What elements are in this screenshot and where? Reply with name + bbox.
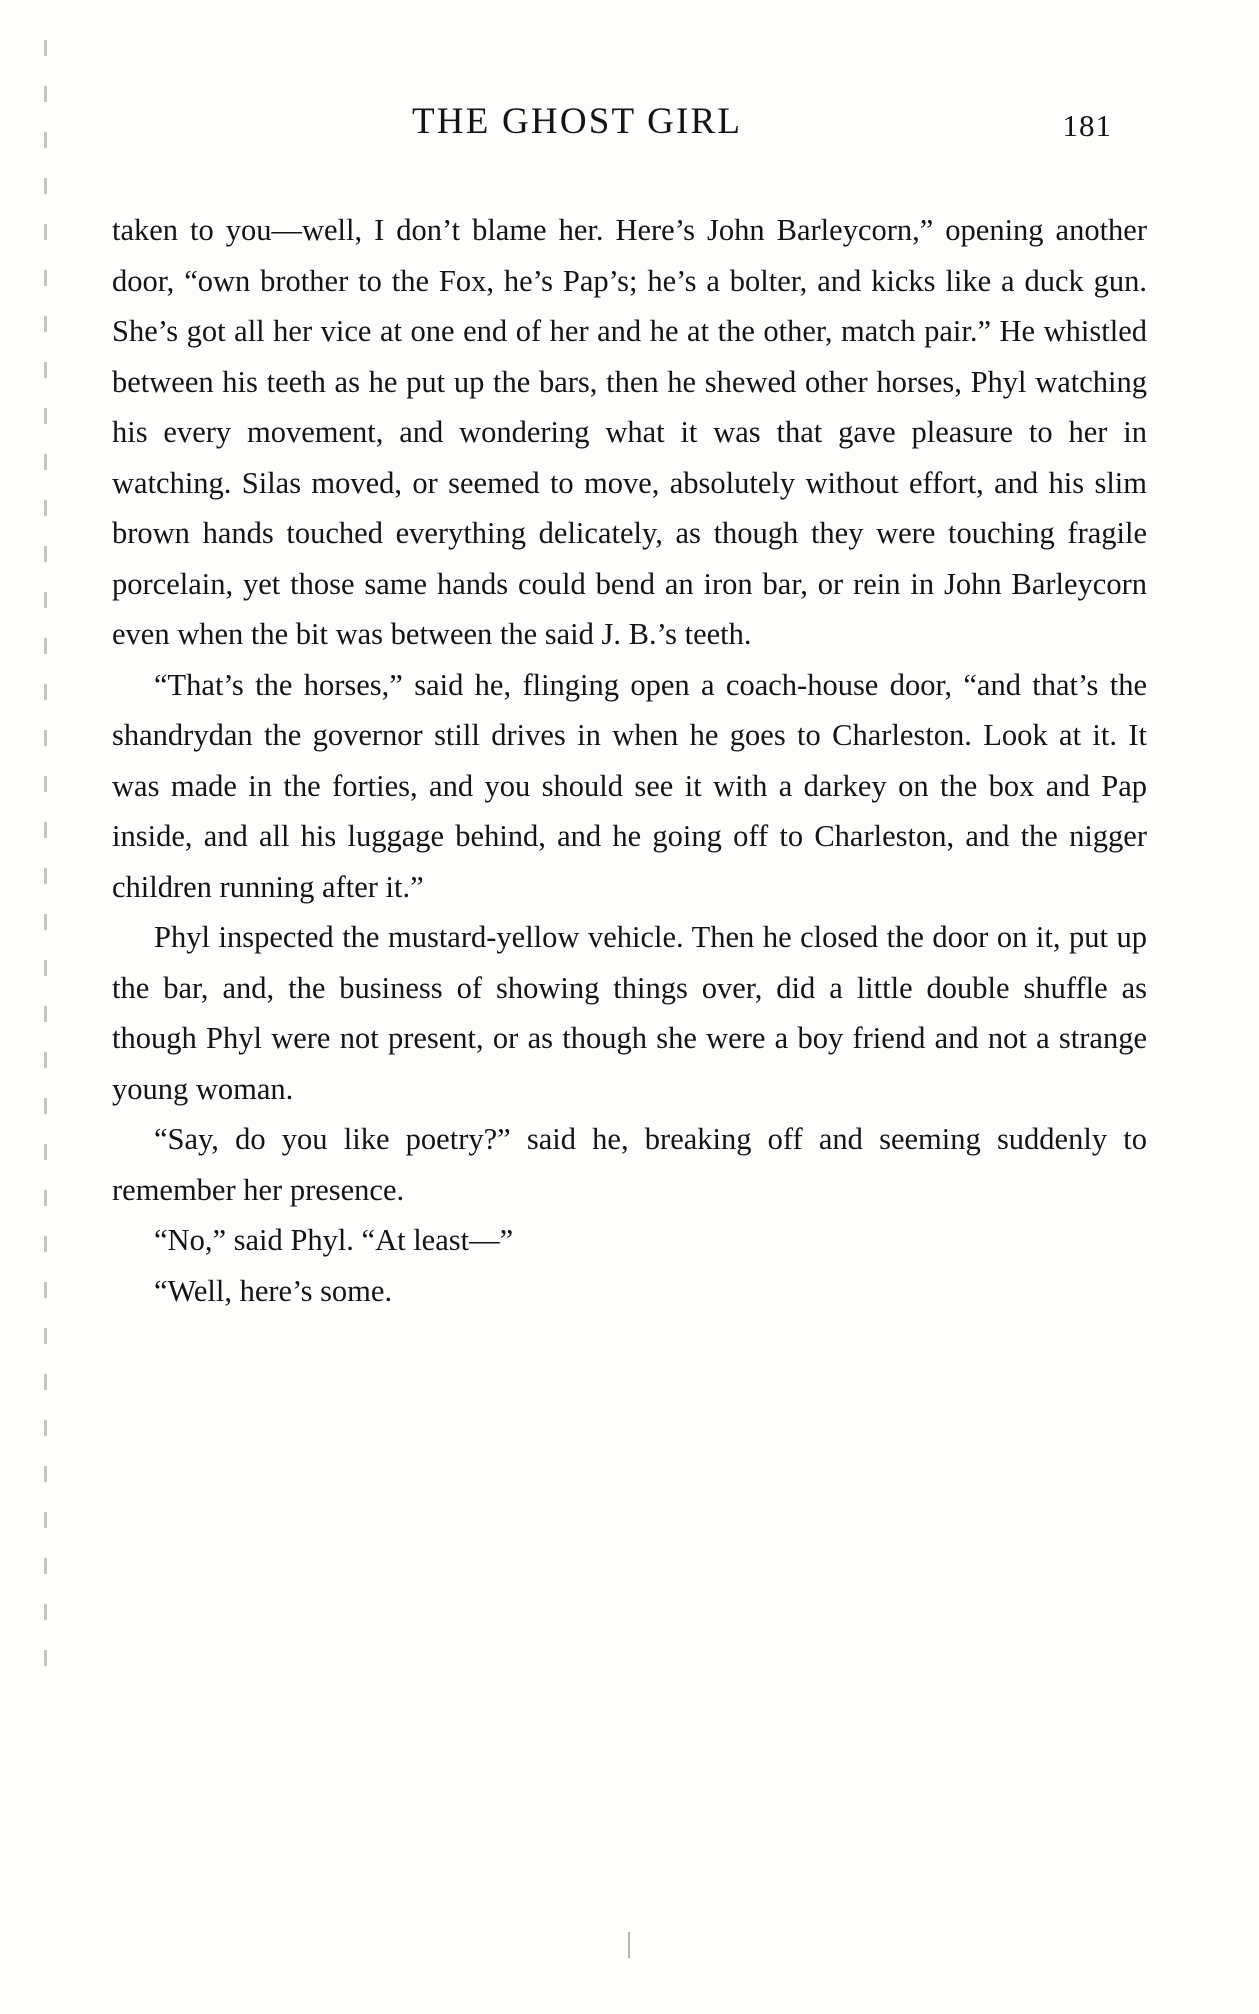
paragraph: “Say, do you like poetry?” said he, breaking off and seeming suddenly to remember her presence. <box>112 1122 1147 1207</box>
paragraph: “Well, here’s some. <box>154 1273 393 1308</box>
page-number: 181 <box>1062 108 1112 143</box>
page-header <box>110 100 1150 156</box>
paragraph: taken to you—well, I don’t blame her. Here’s John Barleycorn,” opening another door, “own brother to the Fox, he’s Pap’s; he’s a bolter, and kicks like a duck gun. She’s got all her vice at one end of her and he at the other, match pair.” He whistled between his teeth as he put up the bars, then he shewed other horses, Phyl watching his every movement, and wondering what it was that gave pleasure to her in watching. Silas moved, or seemed to move, absolutely without effort, and his slim brown hands touched everything delicately, as though they were touching fragile porcelain, yet those same hands could bend an iron bar, or rein in John Barleycorn even when the bit was between the said J. B.’s teeth. <box>112 213 1147 651</box>
paragraph: “No,” said Phyl. “At least—” <box>154 1223 514 1257</box>
paragraph: “That’s the horses,” said he, flinging open a coach-house door, “and that’s the shandrydan the governor still drives in when he goes to Charleston. Look at it. It was made in the forties, and you should see it with a darkey on the box and Pap inside, and all his luggage behind, and he going off to Charleston, and the nigger children running after it.” <box>112 667 1147 904</box>
scan-footer-artifact <box>628 1932 630 1958</box>
scan-edge-artifact <box>44 40 47 1680</box>
paragraph: Phyl inspected the mustard-yellow vehicle. Then he closed the door on it, put up the bar, and, the business of showing things over, did a little double shuffle as though Phyl were not present, or as though she were a boy friend and not a strange young woman. <box>112 920 1147 1106</box>
page-body <box>112 205 1147 1316</box>
running-head: THE GHOST GIRL <box>412 101 743 142</box>
